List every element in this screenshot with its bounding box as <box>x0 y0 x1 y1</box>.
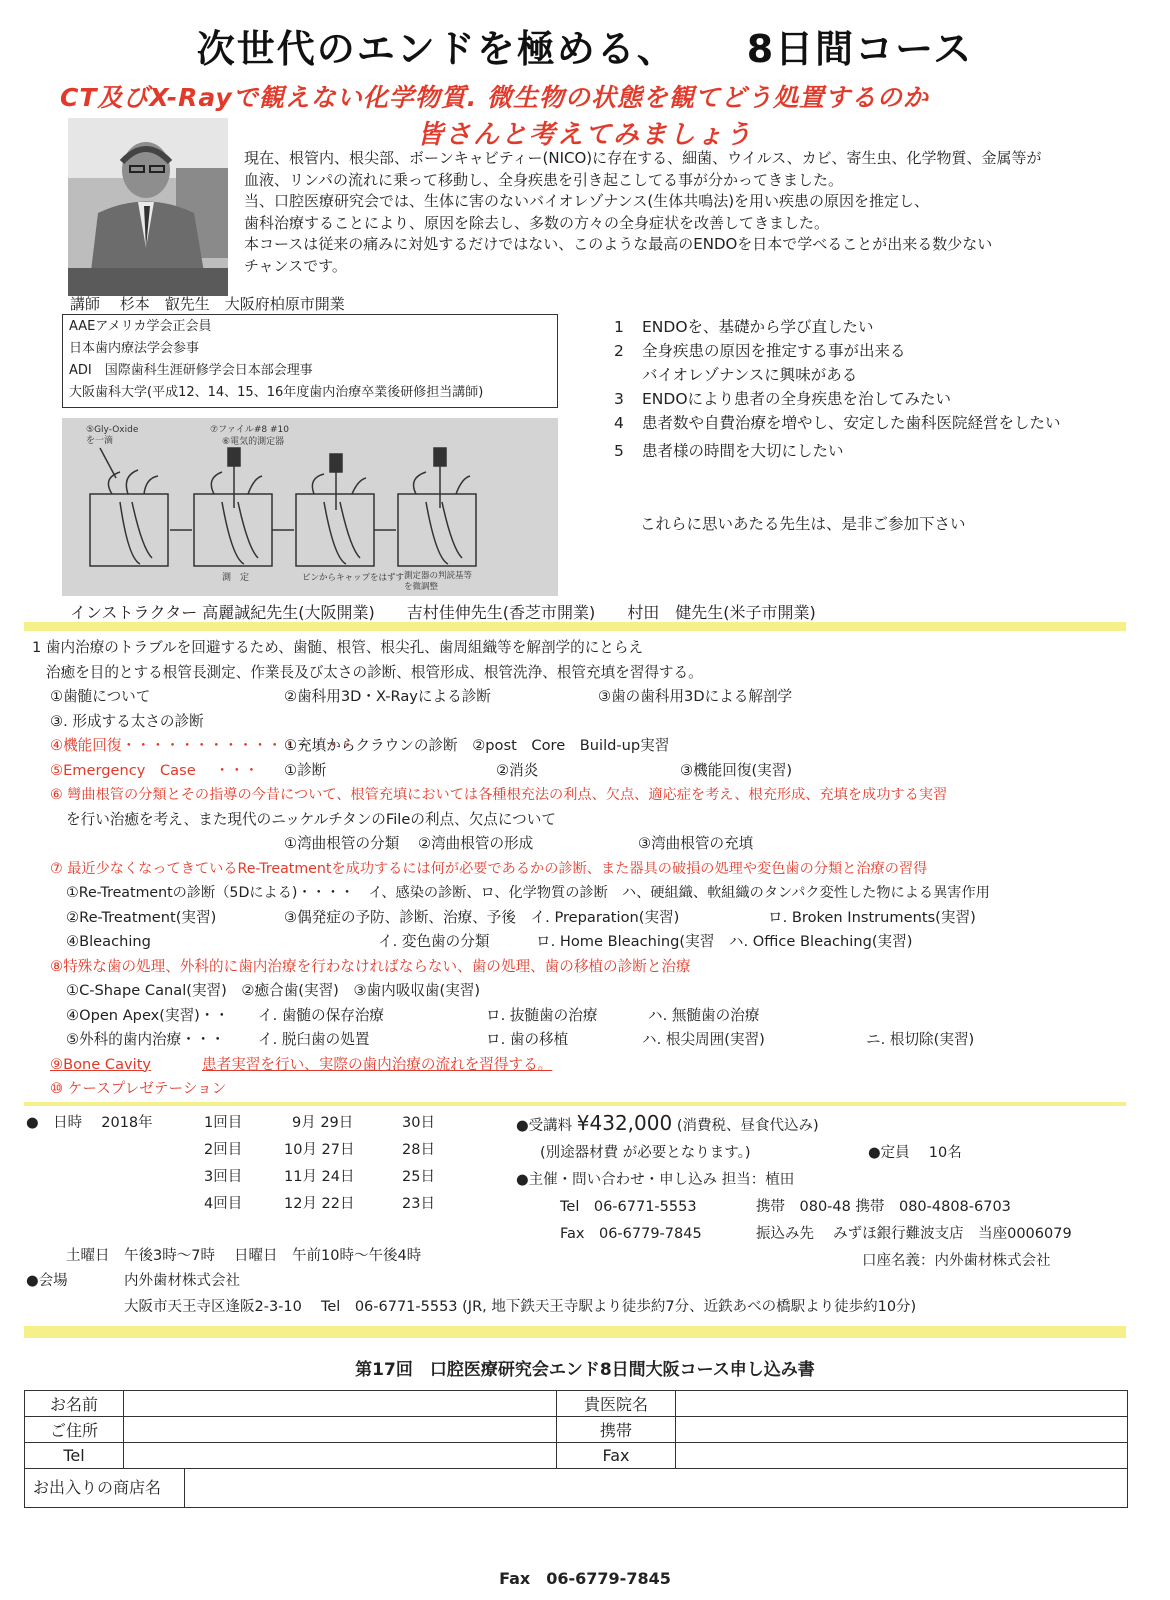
invitation-text: これらに思いあたる先生は、是非ご参加下さい <box>640 515 966 533</box>
name-field[interactable] <box>124 1391 557 1417</box>
footer-fax: Fax 06-6779-7845 <box>499 1569 671 1588</box>
curriculum-line: ⑦ 最近少なくなってきているRe-Treatmentを成功するには何が必要であるかの診断、また器具の破損の処理や変色歯の分類と治療の習得 <box>50 860 928 877</box>
tel-field[interactable] <box>124 1443 557 1469</box>
intro-line: 血液、リンパの流れに乗って移動し、全身疾患を引き起こしてる事が分かってきました。 <box>244 170 843 189</box>
goal-item: 5 患者様の時間を大切にしたい <box>614 442 844 460</box>
tel-label: Tel <box>25 1443 124 1469</box>
fee-note-line: (別途器材費 が必要となります。) ●定員 10名 <box>540 1145 962 1161</box>
venue-name-line: ●会場 内外歯材株式会社 <box>26 1273 240 1289</box>
curriculum-line: 治癒を目的とする根管長測定、作業長及び太さの診断、根管形成、根管洗浄、根管充填を習得する。 <box>46 663 703 681</box>
dealer-label: お出入りの商店名 <box>25 1469 185 1507</box>
intro-line: 本コースは従来の痛みに対処するだけではない、このような最高のENDOを日本で学べることが出来る数少ない <box>244 235 993 253</box>
credential-item: 日本歯内療法学会参事 <box>69 341 200 356</box>
account-name: 口座名義：内外歯材株式会社 <box>862 1253 1051 1269</box>
goal-item-continuation: バイオレゾナンスに興味がある <box>642 366 858 384</box>
page-title: 次世代のエンドを極める、 8日間コース <box>196 27 974 71</box>
lecturer-name: 講師 杉本 叡先生 大阪府柏原市開業 <box>70 295 345 313</box>
mobile-field[interactable] <box>676 1417 1128 1443</box>
intro-line: 当、口腔医療研究会では、生体に害のないバイオレゾナンス(生体共鳴法)を用い疾患の原因を推定し、 <box>244 192 930 210</box>
curriculum <box>32 636 990 1102</box>
schedule-row: 2回目 10月 27日 28日 <box>204 1142 435 1158</box>
intro-line: 歯科治療することにより、原因を除去し、多数の方々の全身症状を改善してきました。 <box>244 213 830 232</box>
diagram-caption-3b: を微調整 <box>404 582 439 592</box>
curriculum-line: 1 歯内治療のトラブルを回避するため、歯髄、根管、根尖孔、歯周組織等を解剖学的にとらえ <box>32 639 644 656</box>
form-title: 第17回 口腔医療研究会エンド8日間大阪コース申し込み書 <box>355 1360 815 1380</box>
curriculum-line: ⑩ ケースプレゼテーション <box>50 1080 227 1097</box>
schedule-row: ● 日時 2018年 1回目 9月 29日 30日 <box>26 1115 435 1131</box>
curriculum-line: ③. 形成する太さの診断 <box>50 712 204 730</box>
curriculum-line: ④機能回復・・・・・・・・・・・・・・・・ ①充填からクラウンの診断 ②post Core Build-up実習 <box>50 737 670 754</box>
curriculum-line: ⑧特殊な歯の処理、外科的に歯内治療を行わなければならない、歯の処理、歯の移植の診断と治療 <box>50 957 691 975</box>
curriculum-line: ④Bleaching イ. 変色歯の分類 ロ. Home Bleaching(実習 ハ. Office Bleaching(実習) <box>66 933 913 950</box>
schedule-row: 4回目 12月 22日 23日 <box>204 1196 435 1212</box>
contact-tel: Tel 06-6771-5553 携帯 080-48 携帯 080-4808-6703 <box>560 1199 1011 1215</box>
fee-line: ●受講料 ¥432,000 (消費税、昼食代込み) <box>516 1111 819 1135</box>
fax-field[interactable] <box>676 1443 1128 1469</box>
goal-item: 3 ENDOにより患者の全身疾患を治してみたい <box>614 390 952 408</box>
credentials-box <box>62 314 558 408</box>
goals-list <box>614 315 1061 463</box>
diagram-label-gly2: を一滴 <box>86 436 114 446</box>
fax-label: Fax <box>557 1443 676 1469</box>
curriculum-line: ④Open Apex(実習)・・ イ. 歯髄の保存治療 ロ. 抜髄歯の治療 ハ. 無髄歯の治療 <box>66 1006 760 1024</box>
schedule-hours: 土曜日 午後3時～7時 日曜日 午前10時～午後4時 <box>66 1248 422 1264</box>
clinic-label: 貴医院名 <box>557 1391 676 1417</box>
yellow-divider-bottom <box>24 1326 1126 1338</box>
instructors-line: インストラクター 高麗誠紀先生(大阪開業) 吉村佳伸先生(香芝市開業) 村田 健先生(米子市開業) <box>70 603 816 622</box>
diagram-caption-2: ピンからキャップをはずす <box>302 573 405 583</box>
credential-item: AAEアメリカ学会正会員 <box>69 319 212 334</box>
curriculum-line: を行い治癒を考え、また現代のニッケルチタンのFileの利点、欠点について <box>66 810 556 828</box>
contact-line: ●主催・問い合わせ・申し込み 担当：植田 <box>516 1172 795 1188</box>
clinic-field[interactable] <box>676 1391 1128 1417</box>
curriculum-line: ①湾曲根管の分類 ②湾曲根管の形成 ③湾曲根管の充填 <box>284 835 754 852</box>
schedule <box>26 1110 435 1218</box>
curriculum-line: ⑤外科的歯内治療・・・ イ. 脱臼歯の処置 ロ. 歯の移植 ハ. 根尖周囲(実習) ニ. 根切除(実習) <box>66 1031 975 1048</box>
goal-item: 2 全身疾患の原因を推定する事が出来る <box>614 342 906 360</box>
address-label: ご住所 <box>25 1417 124 1443</box>
subtitle-line-2: 皆さんと考えてみましょう <box>416 120 753 150</box>
curriculum-line: ①C-Shape Canal(実習) ②癒合歯(実習) ③歯内吸収歯(実習) <box>66 982 481 999</box>
intro-line: チャンスです。 <box>244 256 347 275</box>
diagram-caption-3a: 測定器の判読基等 <box>404 571 473 581</box>
diagram-label-gly: ⑤Gly-Oxide <box>86 425 139 435</box>
diagram-label-file: ⑦ファイル#8 #10 <box>210 425 290 435</box>
curriculum-line: ⑥ 彎曲根管の分類とその指導の今昔について、根管充填においては各種根充法の利点、欠点、適応症を考え、根充形成、充填を成功する実習 <box>50 787 948 803</box>
intro-line: 現在、根管内、根尖部、ボーンキャビティー(NICO)に存在する、細菌、ウイルス、カビ、寄生虫、化学物質、金属等が <box>244 149 1042 167</box>
address-field[interactable] <box>124 1417 557 1443</box>
schedule-row: 3回目 11月 24日 25日 <box>204 1169 435 1185</box>
curriculum-line: ②Re-Treatment(実習) ③偶発症の予防、診断、治療、予後 イ. Preparation(実習) ロ. Broken Instruments(実習) <box>66 908 976 926</box>
curriculum-line: ①歯髄について ②歯科用3D・X-Rayによる診断 ③歯の歯科用3Dによる解剖学 <box>50 688 793 705</box>
procedure-diagram <box>62 418 558 596</box>
goal-item: 1 ENDOを、基礎から学び直したい <box>614 318 874 336</box>
name-label: お名前 <box>25 1391 124 1417</box>
venue <box>26 1268 916 1320</box>
application-form <box>24 1390 1128 1508</box>
subtitle-line-1: CT及びX-Rayで観えない化学物質. 微生物の状態を観てどう処置するのか <box>60 83 929 112</box>
curriculum-line: ①Re-Treatmentの診断（5Dによる)・・・・ イ、感染の診断、ロ、化学物質の診断 ハ、硬組織、軟組織のタンパク変性した物による異害作用 <box>66 885 990 901</box>
fees-contact <box>516 1110 1072 1275</box>
curriculum-line: ⑨Bone Cavity 患者実習を行い、実際の歯内治療の流れを習得する。 <box>50 1055 553 1073</box>
intro-text <box>244 148 1042 277</box>
credential-item: 大阪歯科大学(平成12、14、15、16年度歯内治療卒業後研修担当講師) <box>69 385 484 400</box>
diagram-caption-1: 測 定 <box>222 573 250 583</box>
goal-item: 4 患者数や自費治療を増やし、安定した歯科医院経営をしたい <box>614 414 1061 432</box>
diagram-label-meter: ⑥電気的測定器 <box>222 437 285 447</box>
yellow-divider-thin <box>24 1102 1126 1106</box>
dealer-row[interactable] <box>25 1469 1128 1508</box>
credential-item: ADI 国際歯科生涯研修学会日本部会理事 <box>69 363 313 378</box>
contact-fax: Fax 06-6779-7845 振込み先 みずほ銀行難波支店 当座0006079 <box>560 1226 1072 1242</box>
mobile-label: 携帯 <box>557 1417 676 1443</box>
yellow-divider <box>24 622 1126 631</box>
venue-address: 大阪市天王寺区逢阪2-3-10 Tel 06-6771-5553 (JR, 地下鉄天王寺駅より徒歩約7分、近鉄あべの橋駅より徒歩約10分) <box>124 1299 917 1315</box>
curriculum-line: ⑤Emergency Case ・・・ ①診断 ②消炎 ③機能回復(実習) <box>50 761 793 779</box>
